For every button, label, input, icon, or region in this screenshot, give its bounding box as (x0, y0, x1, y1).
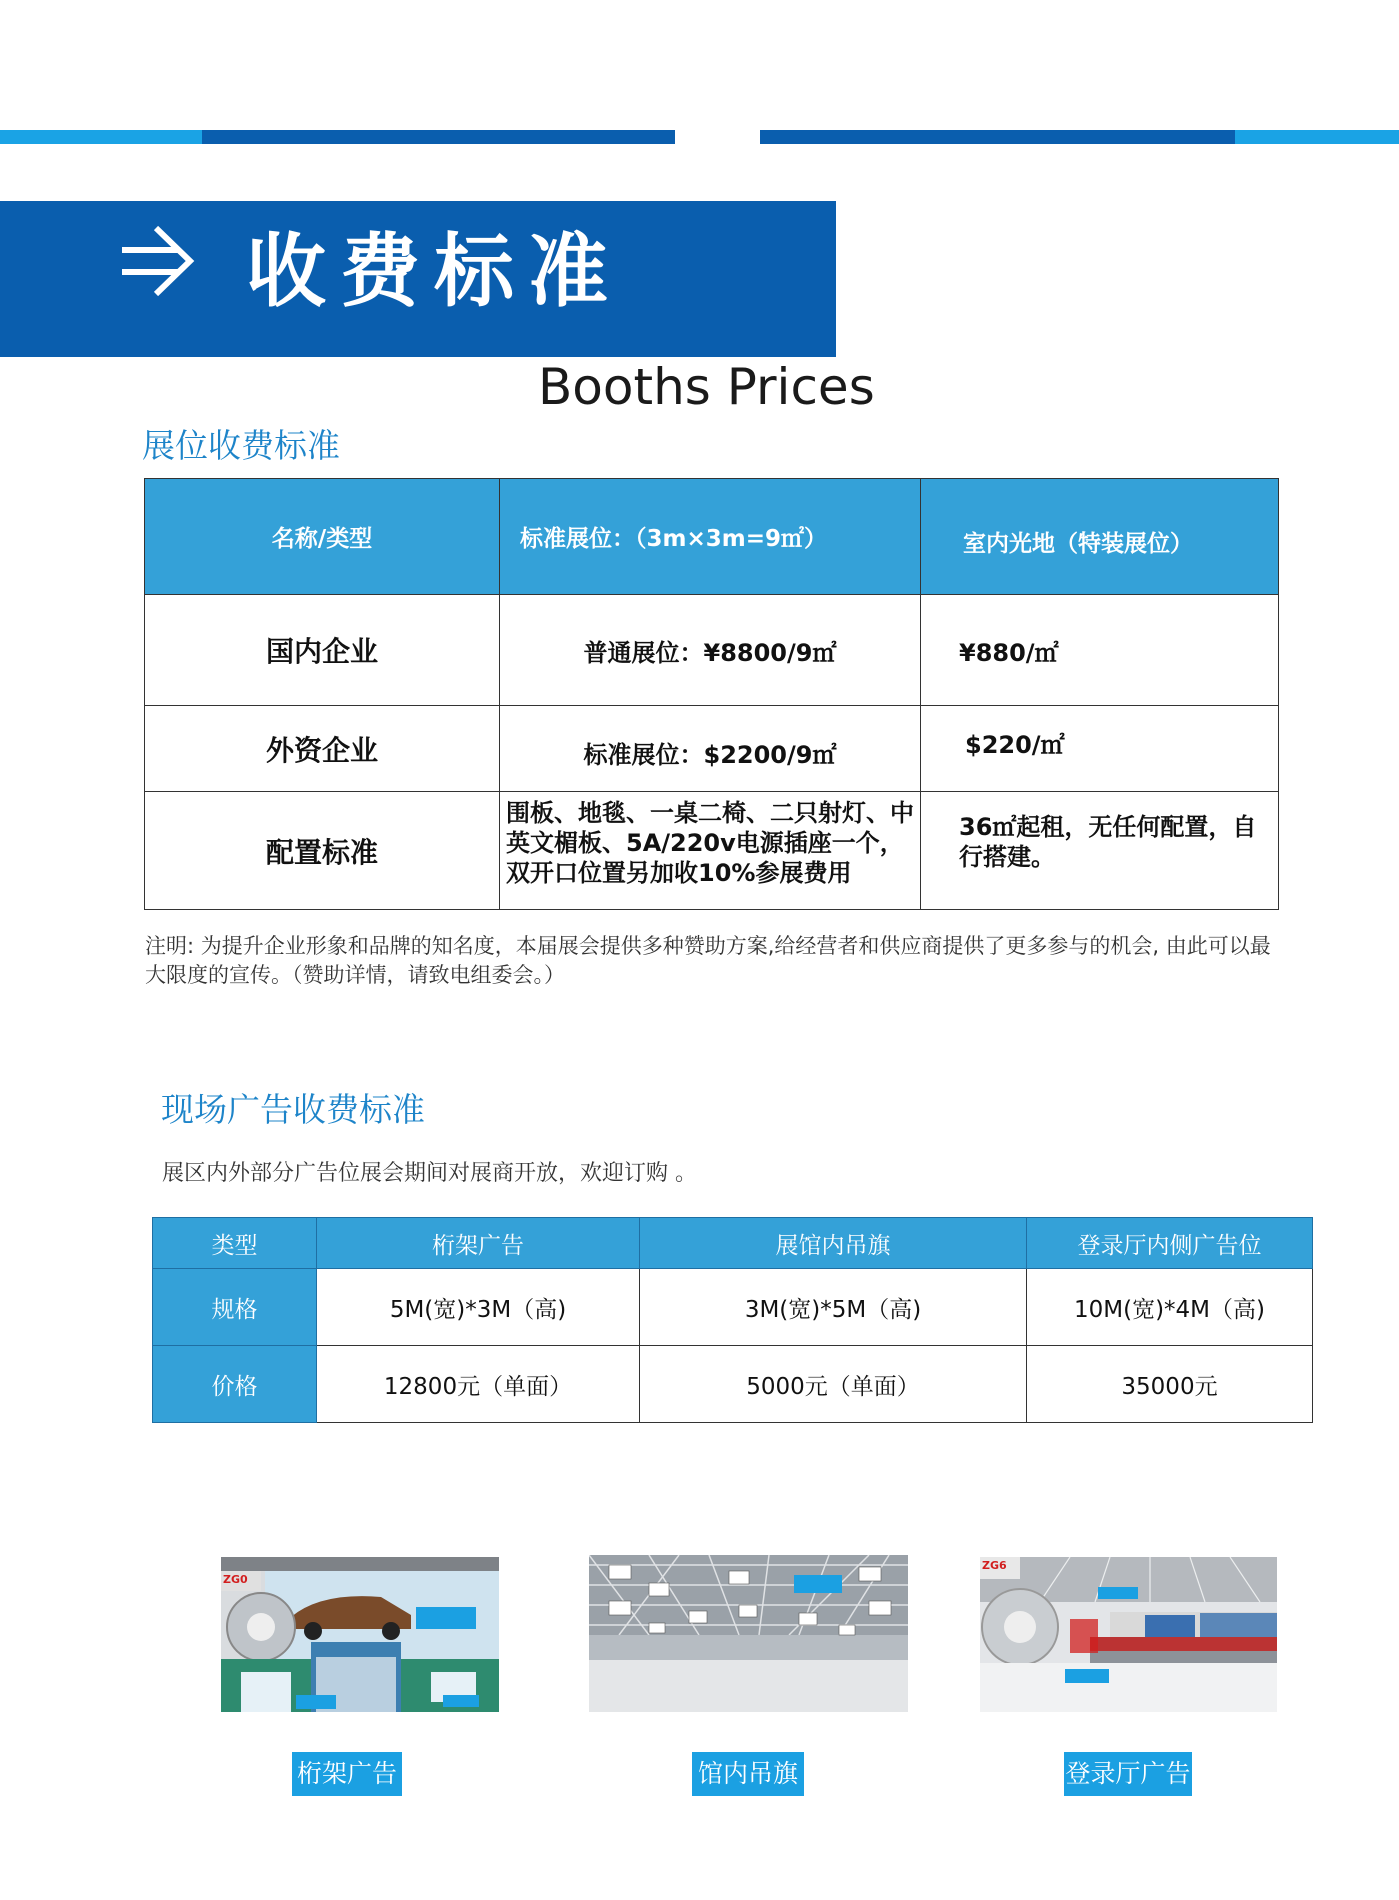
row-name: 外资企业 (145, 706, 500, 792)
row-raw: 36㎡起租，无任何配置，自行搭建。 (921, 792, 1279, 910)
table-row (145, 706, 1279, 792)
photo-lobby-ad (980, 1557, 1277, 1712)
photo-truss-ad (221, 1557, 499, 1712)
row-standard: 围板、地毯、一桌二椅、二只射灯、中英文楣板、5A/220v电源插座一个，双开口位置另加收10%参展费用 (500, 792, 921, 910)
booth-price-table (144, 478, 1279, 910)
ad-section-description: 展区内外部分广告位展会期间对展商开放，欢迎订购 。 (162, 1161, 697, 1186)
spec-hanging-flag: 3M(宽)*5M（高) (640, 1269, 1027, 1346)
ad-price-table (152, 1217, 1313, 1423)
table-row-price (153, 1346, 1313, 1423)
top-bar-dark-left (202, 130, 675, 144)
page-title: 收费标准 (246, 225, 622, 318)
row-raw: $220/㎡ (921, 706, 1279, 792)
price-lobby: 35000元 (1027, 1346, 1313, 1423)
booth-section-title: 展位收费标准 (142, 426, 340, 465)
top-bar-light-left (0, 130, 202, 144)
top-bar-light-right (1235, 130, 1399, 144)
table-header-row (153, 1218, 1313, 1269)
col-header-raw-space: 室内光地（特装展位） (921, 479, 1279, 595)
photo-tag: ZG0 (223, 1573, 248, 1586)
row-name: 配置标准 (145, 792, 500, 910)
top-bar-dark-right (760, 130, 1235, 144)
table-header-row (145, 479, 1279, 595)
row-standard: 普通展位：¥8800/9㎡ (500, 595, 921, 706)
row-label: 价格 (153, 1346, 317, 1423)
page-subtitle-en: Booths Prices (538, 358, 875, 416)
col-header-truss: 桁架广告 (317, 1218, 640, 1269)
col-header-hanging-flag: 展馆内吊旗 (640, 1218, 1027, 1269)
row-name: 国内企业 (145, 595, 500, 706)
price-hanging-flag: 5000元（单面） (640, 1346, 1027, 1423)
col-header-type: 类型 (153, 1218, 317, 1269)
photo-hanging-flag (589, 1555, 908, 1712)
spec-truss: 5M(宽)*3M（高) (317, 1269, 640, 1346)
row-standard: 标准展位：$2200/9㎡ (500, 706, 921, 792)
row-raw: ¥880/㎡ (921, 595, 1279, 706)
price-truss: 12800元（单面） (317, 1346, 640, 1423)
table-row-spec (153, 1269, 1313, 1346)
table-row (145, 792, 1279, 910)
ad-section-title: 现场广告收费标准 (161, 1090, 425, 1129)
spec-lobby: 10M(宽)*4M（高) (1027, 1269, 1313, 1346)
photo-tag: ZG6 (982, 1559, 1007, 1572)
table-row (145, 595, 1279, 706)
col-header-type: 名称/类型 (145, 479, 500, 595)
caption-lobby-ad: 登录厅广告 (1064, 1752, 1192, 1796)
booth-note: 注明: 为提升企业形象和品牌的知名度，本届展会提供多种赞助方案,给经营者和供应商提供了更多参与的机会, 由此可以最大限度的宣传。（赞助详情，请致电组委会。） (145, 934, 1271, 987)
caption-hanging-flag: 馆内吊旗 (692, 1752, 804, 1796)
row-label: 规格 (153, 1269, 317, 1346)
col-header-standard: 标准展位：（3m×3m=9㎡） (500, 479, 921, 595)
right-arrow-icon (118, 222, 198, 302)
caption-truss-ad: 桁架广告 (292, 1752, 402, 1796)
col-header-lobby: 登录厅内侧广告位 (1027, 1218, 1313, 1269)
